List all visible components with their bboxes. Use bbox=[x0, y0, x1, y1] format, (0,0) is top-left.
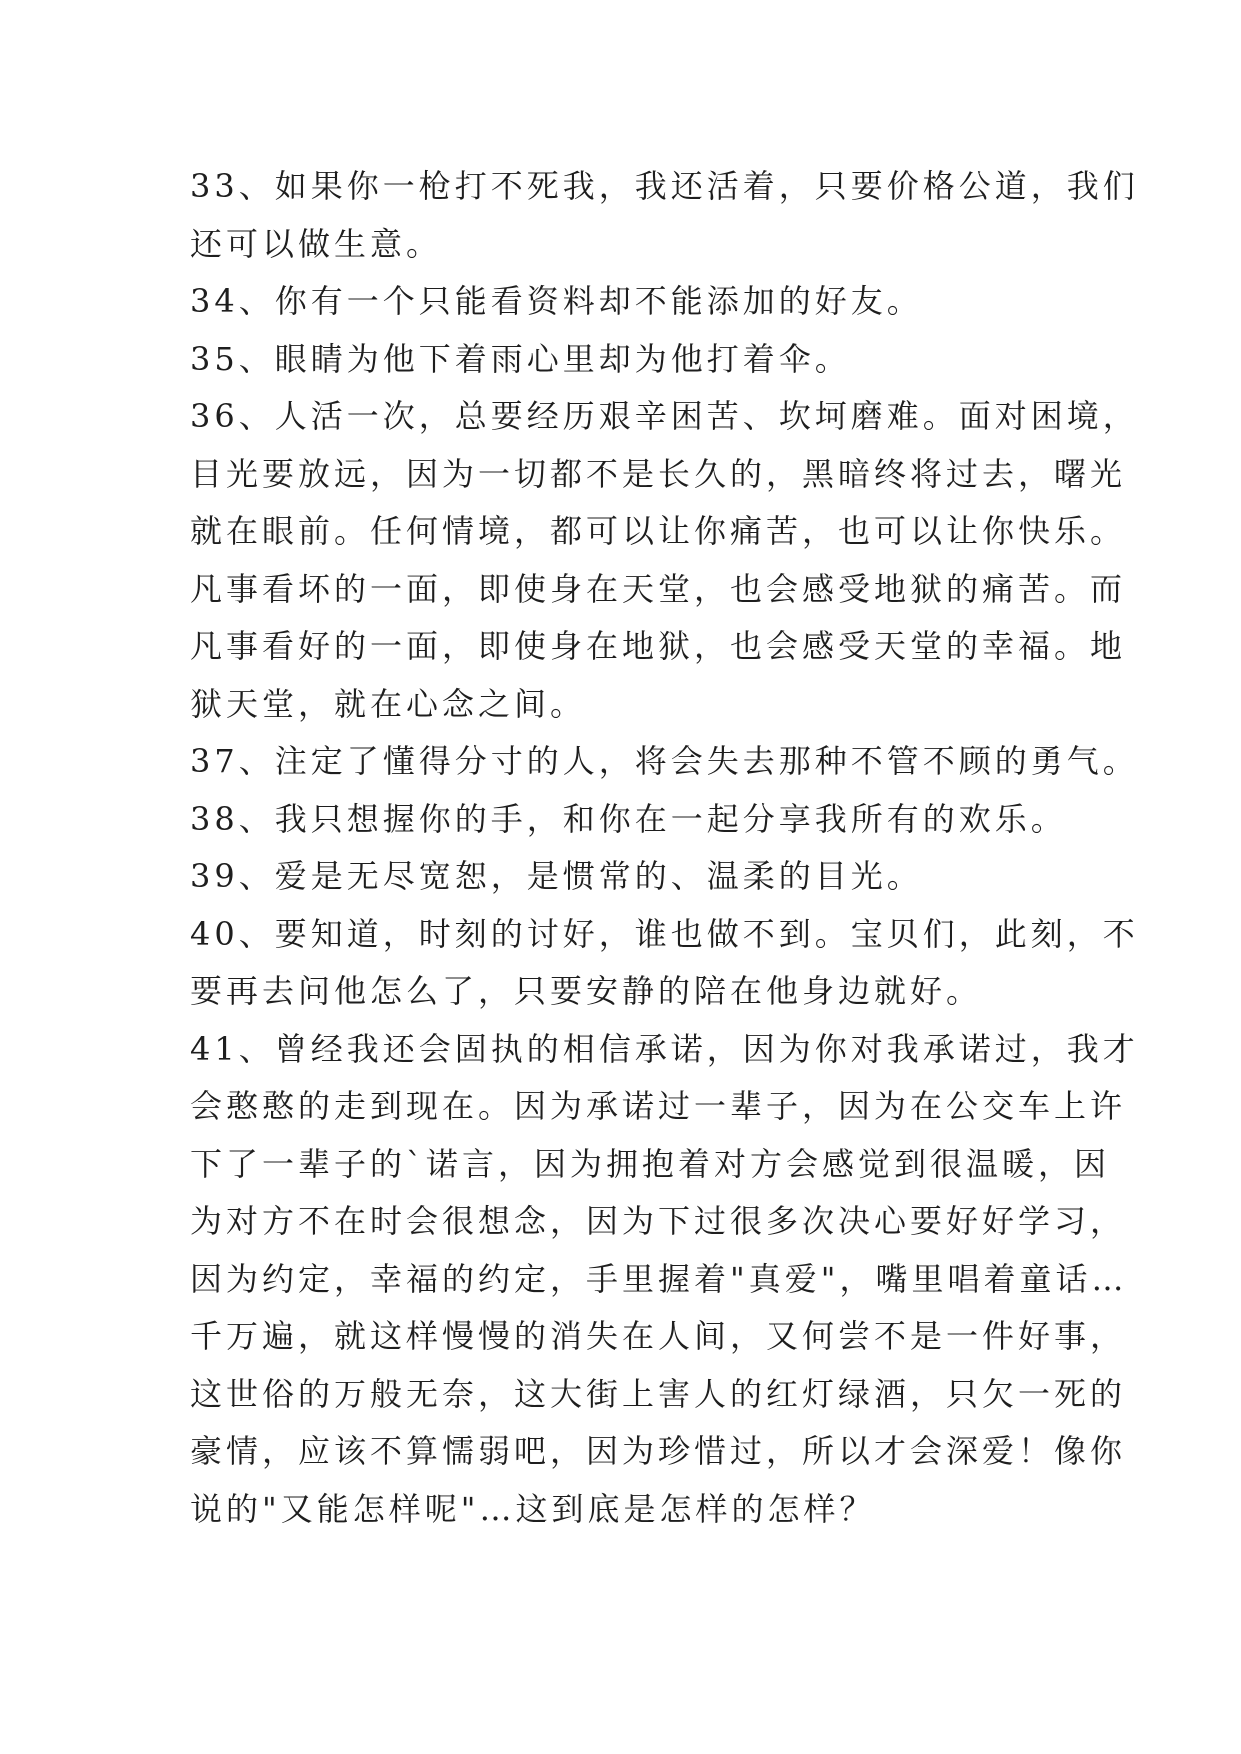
text-line: 目光要放远，因为一切都不是长久的，黑暗终将过去，曙光 bbox=[190, 454, 1127, 493]
text-line: 35、眼睛为他下着雨心里却为他打着伞。 bbox=[190, 339, 851, 378]
text-line: 38、我只想握你的手，和你在一起分享我所有的欢乐。 bbox=[190, 799, 1067, 838]
text-line: 豪情，应该不算懦弱吧，因为珍惜过，所以才会深爱！像你 bbox=[190, 1432, 1127, 1470]
document-body bbox=[190, 158, 1139, 1538]
text-line: 39、爱是无尽宽恕，是惯常的、温柔的目光。 bbox=[190, 857, 923, 895]
text-line: 凡事看好的一面，即使身在地狱，也会感受天堂的幸福。地 bbox=[190, 627, 1127, 665]
text-line: 34、你有一个只能看资料却不能添加的好友。 bbox=[190, 282, 923, 320]
text-line: 要再去问他怎么了，只要安静的陪在他身边就好。 bbox=[190, 972, 983, 1010]
text-line: 36、人活一次，总要经历艰辛困苦、坎坷磨难。面对困境， bbox=[190, 397, 1139, 435]
text-line: 因为约定，幸福的约定，手里握着"真爱"，嘴里唱着童话… bbox=[190, 1259, 1128, 1298]
text-line: 会憨憨的走到现在。因为承诺过一辈子，因为在公交车上许 bbox=[190, 1087, 1127, 1125]
text-line: 41、曾经我还会固执的相信承诺，因为你对我承诺过，我才 bbox=[190, 1029, 1139, 1068]
text-line: 说的"又能怎样呢"…这到底是怎样的怎样？ bbox=[190, 1489, 876, 1528]
text-line: 为对方不在时会很想念，因为下过很多次决心要好好学习， bbox=[190, 1202, 1127, 1240]
text-line: 凡事看坏的一面，即使身在天堂，也会感受地狱的痛苦。而 bbox=[190, 569, 1127, 608]
text-line: 这世俗的万般无奈，这大街上害人的红灯绿酒，只欠一死的 bbox=[190, 1374, 1127, 1413]
text-line: 下了一辈子的`诺言，因为拥抱着对方会感觉到很温暖，因 bbox=[190, 1144, 1111, 1183]
text-line: 33、如果你一枪打不死我，我还活着，只要价格公道，我们 bbox=[190, 167, 1139, 205]
text-line: 就在眼前。任何情境，都可以让你痛苦，也可以让你快乐。 bbox=[190, 512, 1127, 550]
text-line: 40、要知道，时刻的讨好，谁也做不到。宝贝们，此刻，不 bbox=[190, 914, 1139, 953]
text-line: 还可以做生意。 bbox=[190, 224, 443, 263]
text-line: 37、注定了懂得分寸的人，将会失去那种不管不顾的勇气。 bbox=[190, 742, 1139, 780]
text-line: 千万遍，就这样慢慢的消失在人间，又何尝不是一件好事， bbox=[190, 1317, 1127, 1355]
text-line: 狱天堂，就在心念之间。 bbox=[190, 684, 587, 723]
